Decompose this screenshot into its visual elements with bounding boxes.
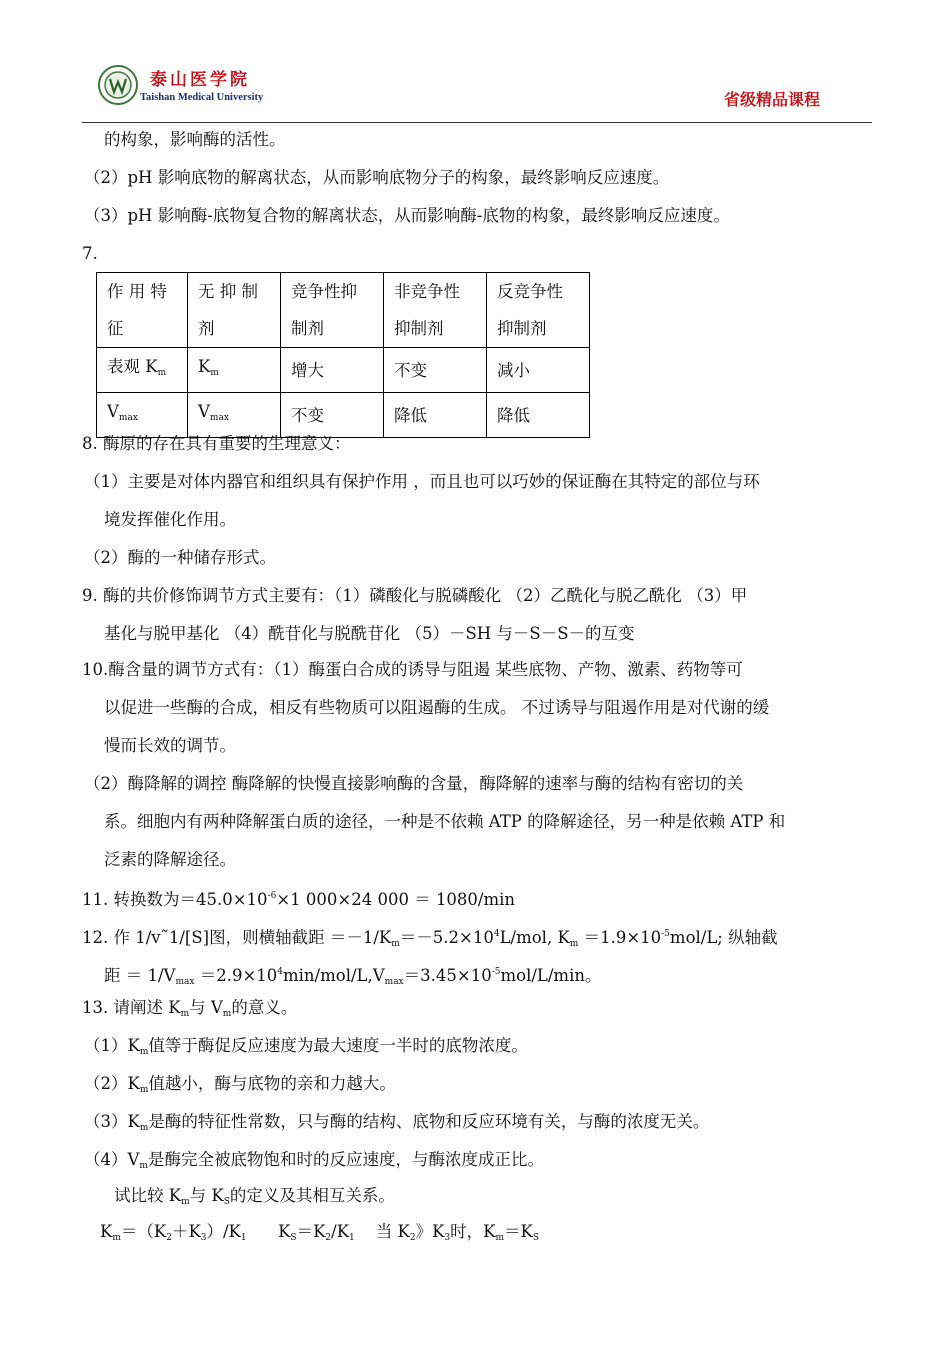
text-line: 11. 转换数为$=45.0\times 10^{-6}\times 1$ 000×24 000 ＝ 1080/min (82, 890, 516, 909)
table-cell: 增大 (281, 348, 384, 393)
text-line: $(4)V_m$是酶完全被底物饱和时的反应速度，与酶浓度成正比。 (84, 1150, 544, 1171)
text-line: 10.酶含量的调节方式有：（1）酶蛋白合成的诱导与阻遏 某些底物、产物、激素、药物等可 (82, 660, 743, 679)
table-row (97, 348, 590, 393)
school-name-en: Taishan Medical University (140, 92, 264, 103)
text-line: $K_m=(K_2+K_3)/K_1$ $K_S=K_2/K_1$ 当 $K_2$》$K_3$时，$K_m=K_S$ (100, 1222, 540, 1243)
text-line: 基化与脱甲基化 （4）酰苷化与脱酰苷化 （5）－SH 与－S－S－的互变 (104, 624, 635, 643)
table-cell: 表观 $K_m$ (97, 348, 188, 393)
table-header-cell: 作 用 特 征 (97, 273, 188, 348)
text-line: 12. 作 1/v˜1/[S]图，则横轴截距 $=-1/K_m=-5.2\times 10^4L$/mol, $K_m =1.9\times 10^{-5}mol/L$; 纵轴截 (82, 928, 778, 949)
table-header-cell: 竞争性抑 制剂 (281, 273, 384, 348)
text-line: （2）pH 影响底物的解离状态，从而影响底物分子的构象，最终影响反应速度。 (84, 168, 670, 187)
text-line: 8. 酶原的存在具有重要的生理意义： (82, 434, 351, 453)
page-header (82, 60, 872, 123)
text-line: （1）主要是对体内器官和组织具有保护作用 ，而且也可以巧妙的保证酶在其特定的部位与环 (84, 472, 760, 491)
text-line: 境发挥催化作用。 (104, 510, 236, 529)
text-line: 试比较 $K_m$与 $K_S$的定义及其相互关系。 (114, 1186, 395, 1207)
table-cell: 不变 (281, 393, 384, 438)
text-line: 9. 酶的共价修饰调节方式主要有：（1）磷酸化与脱磷酸化 （2）乙酰化与脱乙酰化 （3）甲 (82, 586, 748, 605)
inhibitor-table (96, 272, 590, 438)
table-header-cell: 无 抑 制 剂 (188, 273, 281, 348)
text-line: 13. 请阐述 $K_m$与 $V_m$的意义。 (82, 998, 298, 1019)
table-header-cell: 反竞争性 抑制剂 (487, 273, 590, 348)
table-cell: 减小 (487, 348, 590, 393)
table-cell: 不变 (384, 348, 487, 393)
table-cell: $V_{max}$ (188, 393, 281, 438)
table-cell: $V_{max}$ (97, 393, 188, 438)
school-name-cn: 泰山医学院 (150, 70, 250, 90)
text-line: $(3)K_m$是酶的特征性常数，只与酶的结构、底物和反应环境有关，与酶的浓度无关。 (84, 1112, 710, 1133)
table-row (97, 273, 590, 348)
course-label: 省级精品课程 (723, 90, 820, 109)
table-header-cell: 非竞争性 抑制剂 (384, 273, 487, 348)
text-line: （3）pH 影响酶-底物复合物的解离状态，从而影响酶-底物的构象，最终影响反应速度。 (84, 206, 730, 225)
table-cell: $K_m$ (188, 348, 281, 393)
text-line: $(2)K_m$值越小，酶与底物的亲和力越大。 (84, 1074, 396, 1095)
table-cell: 降低 (384, 393, 487, 438)
text-line: （2）酶降解的调控 酶降解的快慢直接影响酶的含量，酶降解的速率与酶的结构有密切的关 (84, 774, 744, 793)
text-line: 以促进一些酶的合成，相反有些物质可以阻遏酶的生成。 不过诱导与阻遏作用是对代谢的缓 (104, 698, 770, 717)
table-cell: 降低 (487, 393, 590, 438)
text-line: 系。细胞内有两种降解蛋白质的途径，一种是不依赖 ATP 的降解途径，另一种是依赖 ATP 和 (104, 812, 786, 831)
text-line: 距 ＝ $1/V_{max} =2.9\times 10^4\min/mol/L,V_{max}=3.45\times 10^{-5}mol/L/\min$。 (104, 966, 602, 987)
text-line: 7. (82, 244, 98, 263)
text-line: （2）酶的一种储存形式。 (84, 548, 276, 567)
text-line: 泛素的降解途径。 (104, 850, 236, 869)
text-line: $(1)K_m$值等于酶促反应速度为最大速度一半时的底物浓度。 (84, 1036, 528, 1057)
text-line: 的构象，影响酶的活性。 (104, 130, 286, 149)
text-line: 慢而长效的调节。 (104, 736, 236, 755)
school-logo-icon (98, 65, 138, 105)
table-row (97, 393, 590, 438)
